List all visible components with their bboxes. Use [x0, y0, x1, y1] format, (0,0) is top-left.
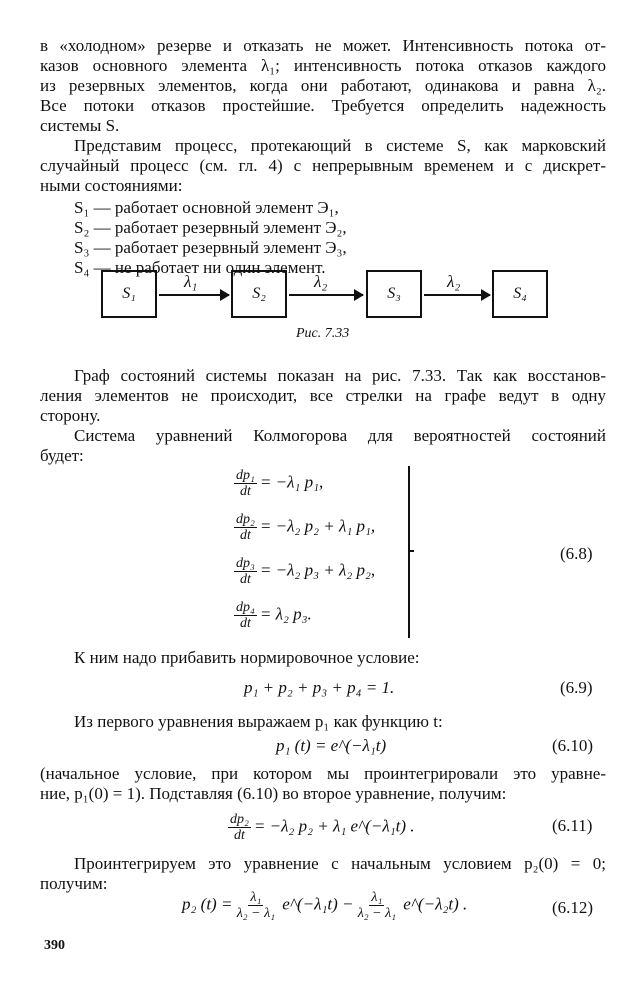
equation-number: (6.9) [560, 678, 593, 697]
text-line: случайный процесс (см. гл. 4) с непрерывным временем и с дискрет- [40, 156, 606, 175]
equation-p2-ode: $\frac{\text{dp₂}}{dt}$ = −λ₂ p₂ + λ₁ e^(−λ₁t) . [230, 812, 415, 843]
text-line: Проинтегрируем это уравнение с начальным условием p₂(0) = 0; [74, 854, 606, 873]
equation-p1: p₁ (t) = e^(−λ₁t) [276, 736, 387, 755]
node-s1: S₁ [101, 270, 157, 318]
text-line: получим: [40, 874, 108, 893]
text-line: Система уравнений Колмогорова для вероятностей состояний [74, 426, 606, 445]
equation-p2-solution: p₂ (t) = $\frac{\text{λ₁}}{\text{λ₂ − λ₁}}$ e^(−λ₁t) − $\frac{\text{λ₁}}{\text{λ₂ − λ₁}}$ e^(−λ₂t) . [182, 890, 468, 921]
text-line: в «холодном» резерве и отказать не может. Интенсивность потока от- [40, 36, 606, 55]
equation-row: $\frac{\text{dp₂}}{dt}$ = −λ₂ p₂ + λ₁ p₁, [236, 512, 376, 543]
text-line: Из первого уравнения выражаем p₁ как функцию t: [74, 712, 443, 731]
text-line: сторону. [40, 406, 101, 425]
edge-label: λ₂ [314, 272, 328, 291]
text-line: Граф состояний системы показан на рис. 7.33. Так как восстанов- [74, 366, 606, 385]
node-s2: S₂ [231, 270, 287, 318]
text-line: ными состояниями: [40, 176, 183, 195]
text-line: ние, p₁(0) = 1). Подставляя (6.10) во второе уравнение, получим: [40, 784, 507, 803]
edge-label: λ₂ [447, 272, 461, 291]
text-line: К ним надо прибавить нормировочное условие: [74, 648, 420, 667]
system-brace [408, 466, 410, 638]
equation-number: (6.10) [552, 736, 594, 755]
figure-caption: Рис. 7.33 [296, 326, 350, 341]
text-line: из резервных элементов, когда они работают, одинакова и равна λ₂. [40, 76, 606, 95]
text-line: Все потоки отказов простейшие. Требуется определить надежность [40, 96, 606, 115]
text-line: (начальное условие, при котором мы проинтегрировали это уравне- [40, 764, 606, 783]
equation-number: (6.11) [552, 816, 593, 835]
equation-number: (6.12) [552, 898, 594, 917]
text-line: будет: [40, 446, 84, 465]
edge-arrow [289, 294, 363, 296]
text-line: ления элементов не происходит, все стрелки на графе ведут в одну [40, 386, 606, 405]
equation-row: $\frac{\text{dp₄}}{dt}$ = λ₂ p₃. [236, 600, 312, 631]
edge-arrow [159, 294, 229, 296]
equation-row: $\frac{\text{dp₃}}{dt}$ = −λ₂ p₃ + λ₂ p₂, [236, 556, 376, 587]
text-line: Представим процесс, протекающий в системе S, как марковский [74, 136, 606, 155]
equation-normalization: p₁ + p₂ + p₃ + p₄ = 1. [244, 678, 395, 697]
text-line: казов основного элемента λ₁; интенсивность потока отказов каждого [40, 56, 606, 75]
state-item: S₂ — работает резервный элемент Э₂, [74, 218, 347, 237]
state-item: S₃ — работает резервный элемент Э₃, [74, 238, 347, 257]
edge-label: λ₁ [184, 272, 198, 291]
equation-row: $\frac{\text{dp₁}}{dt}$ = −λ₁ p₁, [236, 468, 324, 499]
equation-number: (6.8) [560, 544, 593, 563]
text-line: системы S. [40, 116, 120, 135]
state-item: S₁ — работает основной элемент Э₁, [74, 198, 339, 217]
node-s4: S₄ [492, 270, 548, 318]
page-number: 390 [44, 938, 65, 953]
state-item: S₄ — не работает ни один элемент. [74, 258, 326, 277]
edge-arrow [424, 294, 490, 296]
node-s3: S₃ [366, 270, 422, 318]
